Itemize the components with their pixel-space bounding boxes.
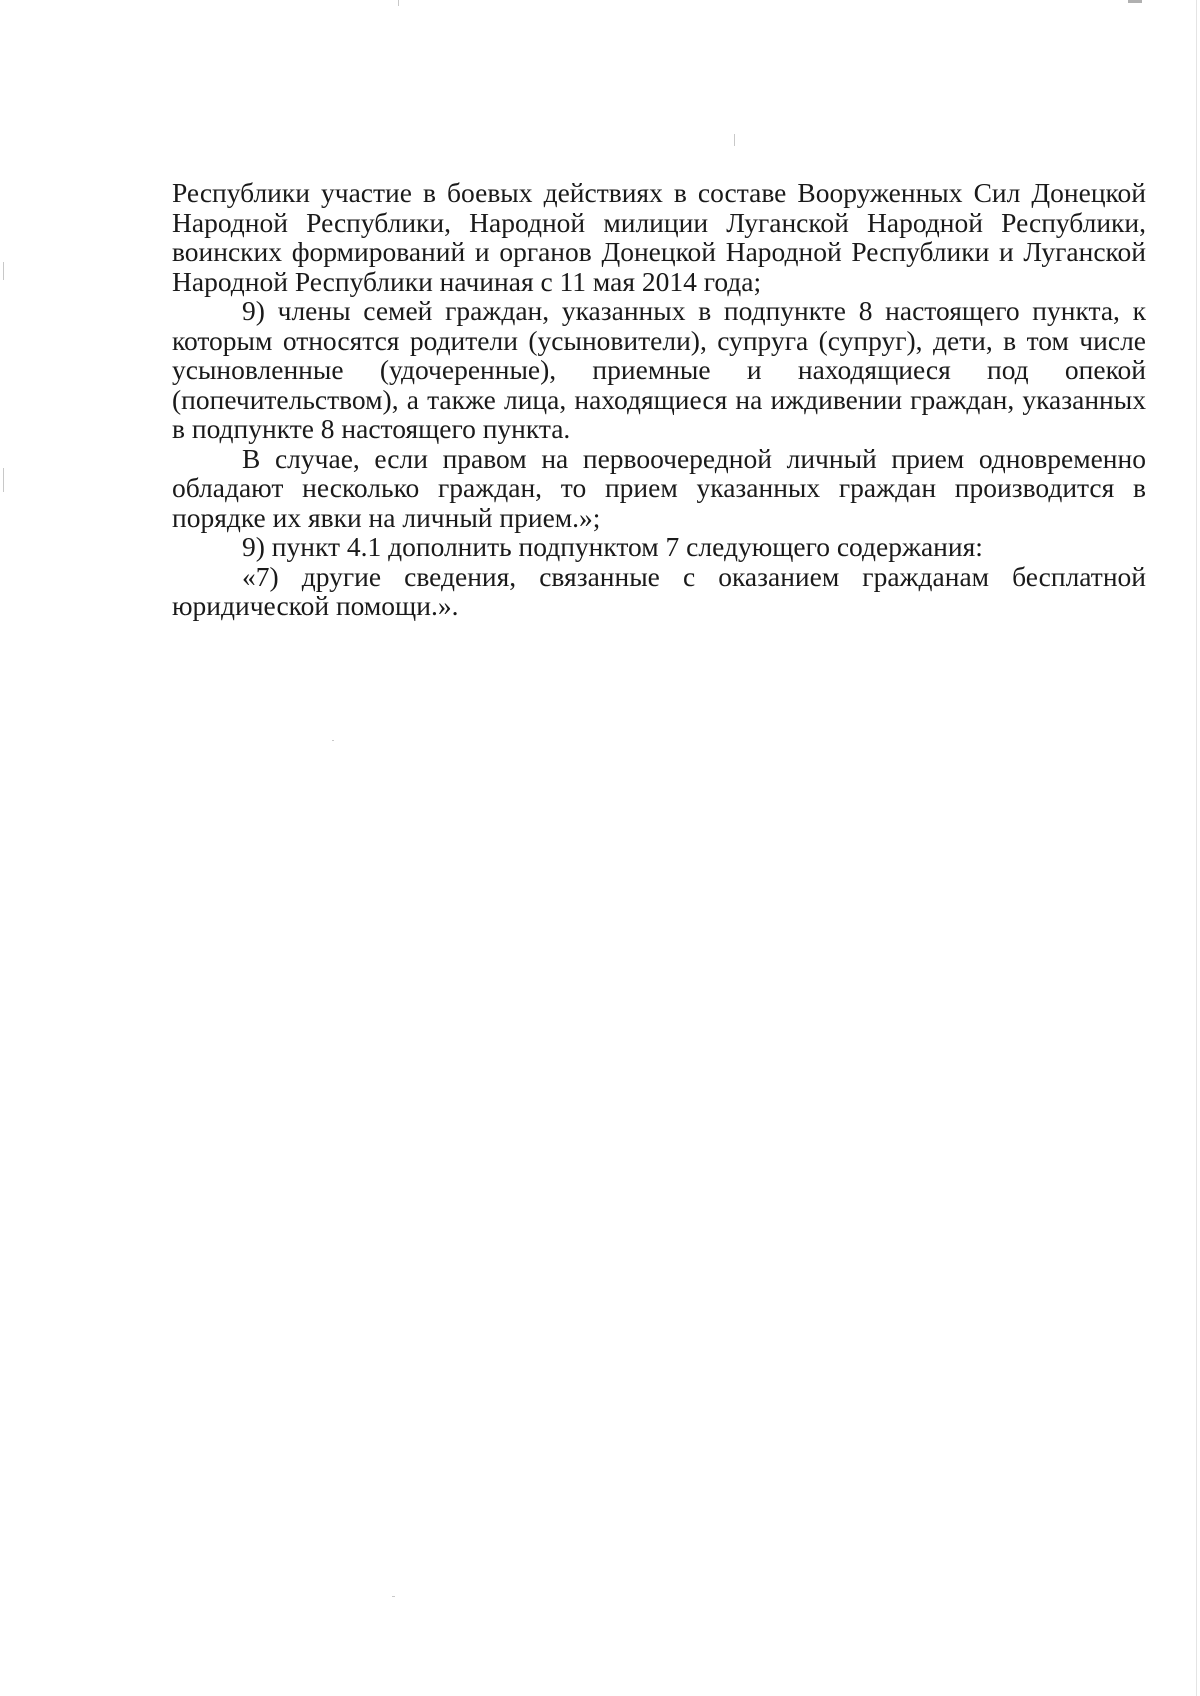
scan-artifact [1128, 0, 1142, 3]
scan-artifact [734, 134, 735, 146]
paragraph-simultaneous-right: В случае, если правом на первоочередной личный прием одновременно обладают несколько граждан, то прием указанных граждан производится в порядке их явки на личный прием.»; [172, 442, 1146, 533]
paragraph-amendment-4-1: 9) пункт 4.1 дополнить подпунктом 7 следующего содержания: [242, 531, 983, 562]
document-body [172, 178, 1146, 621]
scan-artifact [3, 468, 4, 492]
scan-artifact [3, 262, 4, 280]
scan-edge [1196, 0, 1197, 1696]
scan-artifact [398, 0, 399, 6]
paragraph-item-9-family-members: 9) члены семей граждан, указанных в подпункте 8 настоящего пункта, к которым относятся родители (усыновители), супруга (супруг), дети, в том числе усыновленные (удочеренные), приемные и находящиеся под опекой (попечительством), а также лица, находящиеся на иждивении граждан, указанных в подпункте 8 настоящего пункта. [172, 295, 1146, 444]
paragraph-subitem-7: «7) другие сведения, связанные с оказанием гражданам бесплатной юридической помощи.». [172, 560, 1146, 621]
scan-artifact [332, 740, 334, 741]
paragraph-continuation: Республики участие в боевых действиях в составе Вооруженных Сил Донецкой Народной Республики, Народной милиции Луганской Народной Республики, воинских формирований и органов Донецкой Народной Республики и Луганской Народной Республики начиная с 11 мая 2014 года; [172, 177, 1146, 297]
scan-artifact [392, 1596, 395, 1597]
